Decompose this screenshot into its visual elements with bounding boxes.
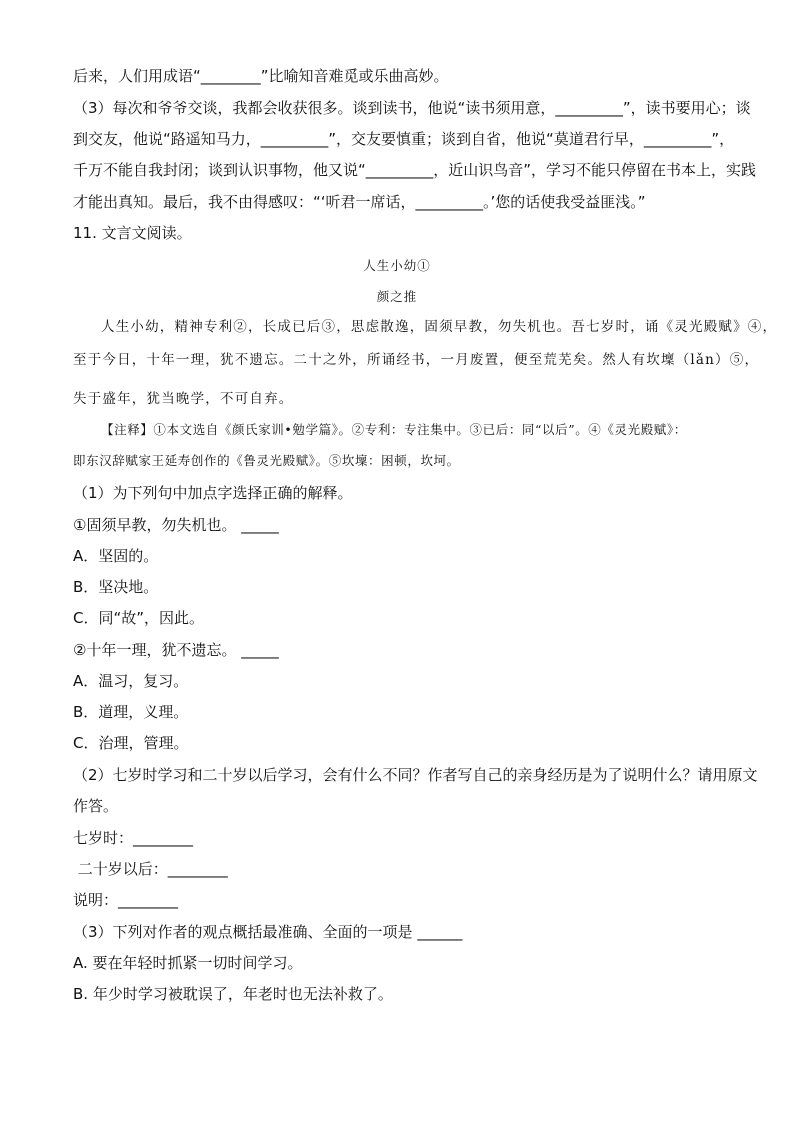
annotation-line: 即东汉辞赋家王延寿创作的《鲁灵光殿赋》。⑤坎壈：困顿，坎坷。 [73,453,460,468]
annotation-line: 【注释】①本文选自《颜氏家训•勉学篇》。②专利：专注集中。③已后：同“以后”。④《灵光殿赋》： [101,422,687,437]
text-line: 后来，人们用成语“________”比喻知音难觅或乐曲高妙。 [73,67,449,85]
text-line: 到交友，他说“路遥知马力，_________”，交友要慎重；谈到自省，他说“莫道君行早，_________”， [73,130,735,148]
passage-text-line: 人生小幼，精神专利②，长成已后③，思虑散逸，固须早教，勿失机也。吾七岁时，诵《灵光殿赋》④， [101,319,778,335]
answer-line: 二十岁以后：________ [73,860,228,878]
answer-line: 说明：________ [73,891,179,909]
question-item: ①固须早教，勿失机也。 _____ [73,516,279,534]
passage-author: 颜之推 [376,289,418,304]
text-line: 千万不能自我封闭；谈到认识事物，他又说“_________，近山识鸟音”，学习不能只停留在书本上，实践 [73,161,757,179]
option-b: B. 年少时学习被耽误了，年老时也无法补救了。 [73,985,393,1003]
sub-question-cont: 作答。 [73,797,119,815]
option-b: B．坚决地。 [73,578,159,596]
sub-question: （3）下列对作者的观点概括最准确、全面的一项是 ______ [73,923,463,941]
answer-line: 七岁时：________ [73,829,194,847]
passage-text-line: 至于今日，十年一理，犹不遗忘。二十之外，所诵经书，一月废置，便至荒芜矣。然人有坎壈（lǎn）⑤， [73,352,760,368]
option-a: A．坚固的。 [73,547,159,565]
question-number: 11. 文言文阅读。 [73,224,192,242]
sub-question: （1）为下列句中加点字选择正确的解释。 [73,484,353,502]
question-item: ②十年一理，犹不遗忘。 _____ [73,641,279,659]
passage-text-line: 失于盛年，犹当晚学，不可自弃。 [73,391,294,407]
text-line: 才能出真知。最后，我不由得感叹：“‘听君一席话，_________。’您的话使我受益匪浅。” [73,193,646,211]
option-b: B．道理，义理。 [73,703,189,721]
option-c: C．治理，管理。 [73,734,189,752]
option-a: A．温习，复习。 [73,672,189,690]
option-a: A. 要在年轻时抓紧一切时间学习。 [73,954,303,972]
sub-question: （2）七岁时学习和二十岁以后学习，会有什么不同？作者写自己的亲身经历是为了说明什么？请用原文 [73,766,758,784]
passage-title: 人生小幼① [363,258,431,273]
option-c: C．同“故”，因此。 [73,609,205,627]
text-line: （3）每次和爷爷交谈，我都会收获很多。谈到读书，他说“读书须用意，_________”，读书要用心；谈 [73,99,751,117]
